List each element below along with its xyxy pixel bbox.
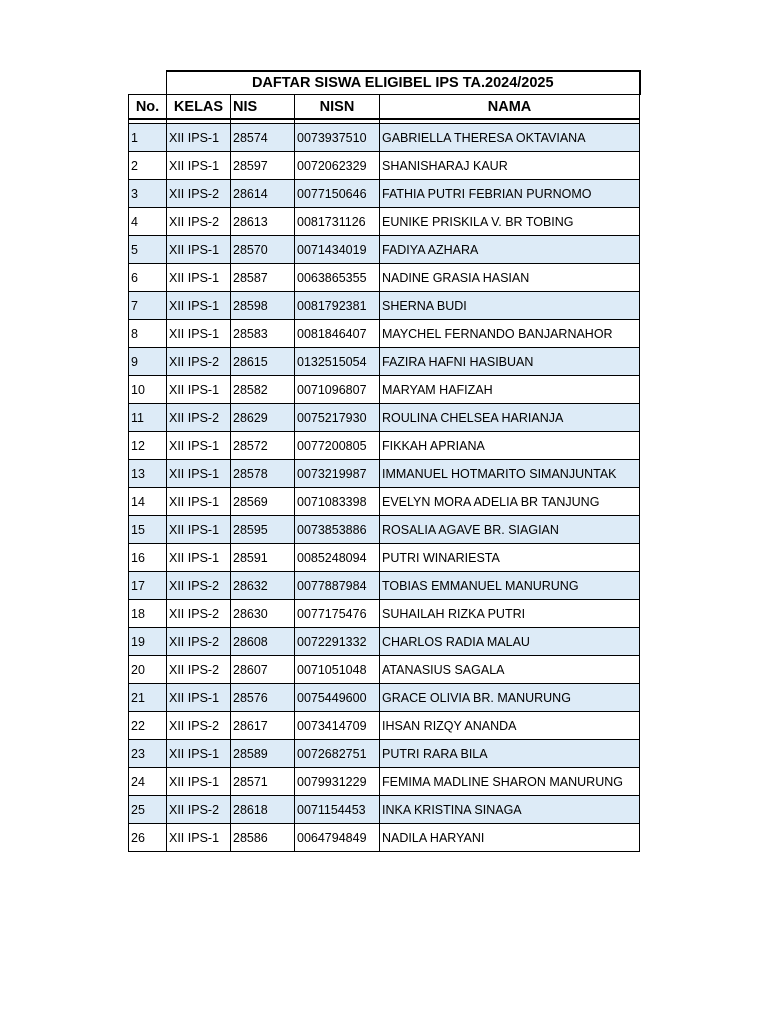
table-body [129,119,640,852]
cell-nama: SHERNA BUDI [380,292,640,320]
cell-no: 7 [129,292,167,320]
cell-nama: ROULINA CHELSEA HARIANJA [380,404,640,432]
cell-kelas: XII IPS-2 [167,796,231,824]
cell-nisn: 0132515054 [295,348,380,376]
cell-no: 15 [129,516,167,544]
cell-nis: 28615 [231,348,295,376]
cell-nama: FAZIRA HAFNI HASIBUAN [380,348,640,376]
cell-no: 1 [129,124,167,152]
student-table [128,70,641,852]
student-list-sheet [128,70,639,852]
header-row [129,95,640,120]
cell-nama: GABRIELLA THERESA OKTAVIANA [380,124,640,152]
table-row [129,768,640,796]
cell-nis: 28572 [231,432,295,460]
cell-kelas: XII IPS-1 [167,292,231,320]
cell-kelas: XII IPS-1 [167,124,231,152]
cell-nis: 28583 [231,320,295,348]
cell-no: 16 [129,544,167,572]
cell-no: 18 [129,600,167,628]
table-row [129,516,640,544]
cell-no: 4 [129,208,167,236]
cell-nisn: 0079931229 [295,768,380,796]
cell-nisn: 0077200805 [295,432,380,460]
table-row [129,236,640,264]
cell-nama: MAYCHEL FERNANDO BANJARNAHOR [380,320,640,348]
cell-nis: 28589 [231,740,295,768]
cell-no: 13 [129,460,167,488]
table-row [129,124,640,152]
cell-nama: FIKKAH APRIANA [380,432,640,460]
cell-kelas: XII IPS-2 [167,628,231,656]
header-nis: NIS [231,95,295,120]
cell-nis: 28576 [231,684,295,712]
cell-nisn: 0077887984 [295,572,380,600]
cell-nis: 28595 [231,516,295,544]
cell-no: 9 [129,348,167,376]
cell-nis: 28614 [231,180,295,208]
cell-nama: SUHAILAH RIZKA PUTRI [380,600,640,628]
cell-kelas: XII IPS-1 [167,236,231,264]
cell-nama: EUNIKE PRISKILA V. BR TOBING [380,208,640,236]
table-row [129,656,640,684]
cell-nisn: 0072291332 [295,628,380,656]
cell-no: 10 [129,376,167,404]
cell-nis: 28571 [231,768,295,796]
cell-no: 19 [129,628,167,656]
cell-no: 22 [129,712,167,740]
table-row [129,684,640,712]
cell-kelas: XII IPS-2 [167,404,231,432]
table-row [129,152,640,180]
cell-kelas: XII IPS-2 [167,572,231,600]
cell-nisn: 0071154453 [295,796,380,824]
cell-nisn: 0072062329 [295,152,380,180]
table-row [129,320,640,348]
cell-kelas: XII IPS-1 [167,152,231,180]
table-row [129,572,640,600]
cell-kelas: XII IPS-1 [167,264,231,292]
cell-nisn: 0075449600 [295,684,380,712]
table-title: DAFTAR SISWA ELIGIBEL IPS TA.2024/2025 [167,71,640,95]
table-row [129,488,640,516]
table-row [129,432,640,460]
cell-kelas: XII IPS-1 [167,544,231,572]
cell-nis: 28617 [231,712,295,740]
cell-nis: 28578 [231,460,295,488]
cell-nama: INKA KRISTINA SINAGA [380,796,640,824]
cell-kelas: XII IPS-2 [167,348,231,376]
cell-kelas: XII IPS-1 [167,684,231,712]
cell-kelas: XII IPS-2 [167,180,231,208]
cell-kelas: XII IPS-1 [167,376,231,404]
cell-nis: 28587 [231,264,295,292]
header-nisn: NISN [295,95,380,120]
cell-nama: GRACE OLIVIA BR. MANURUNG [380,684,640,712]
cell-nama: FADIYA AZHARA [380,236,640,264]
cell-no: 6 [129,264,167,292]
cell-nis: 28618 [231,796,295,824]
table-row [129,208,640,236]
cell-nis: 28613 [231,208,295,236]
cell-nisn: 0073414709 [295,712,380,740]
cell-nama: MARYAM HAFIZAH [380,376,640,404]
cell-nisn: 0064794849 [295,824,380,852]
cell-nis: 28629 [231,404,295,432]
cell-no: 17 [129,572,167,600]
cell-nis: 28632 [231,572,295,600]
cell-nis: 28607 [231,656,295,684]
table-row [129,180,640,208]
cell-kelas: XII IPS-1 [167,740,231,768]
cell-no: 2 [129,152,167,180]
cell-nama: CHARLOS RADIA MALAU [380,628,640,656]
cell-nis: 28630 [231,600,295,628]
table-row [129,292,640,320]
cell-nama: PUTRI RARA BILA [380,740,640,768]
cell-kelas: XII IPS-1 [167,460,231,488]
header-nama: NAMA [380,95,640,120]
cell-no: 14 [129,488,167,516]
cell-no: 12 [129,432,167,460]
cell-nama: FATHIA PUTRI FEBRIAN PURNOMO [380,180,640,208]
cell-nama: FEMIMA MADLINE SHARON MANURUNG [380,768,640,796]
cell-nisn: 0071096807 [295,376,380,404]
cell-nis: 28574 [231,124,295,152]
cell-kelas: XII IPS-1 [167,432,231,460]
table-row [129,628,640,656]
cell-nisn: 0081731126 [295,208,380,236]
cell-nis: 28591 [231,544,295,572]
cell-no: 5 [129,236,167,264]
cell-no: 26 [129,824,167,852]
cell-nama: ATANASIUS SAGALA [380,656,640,684]
cell-nama: TOBIAS EMMANUEL MANURUNG [380,572,640,600]
cell-nisn: 0077175476 [295,600,380,628]
cell-nama: IHSAN RIZQY ANANDA [380,712,640,740]
cell-nama: SHANISHARAJ KAUR [380,152,640,180]
cell-nis: 28586 [231,824,295,852]
title-blank-cell [129,71,167,95]
header-no: No. [129,95,167,120]
cell-nis: 28569 [231,488,295,516]
table-row [129,404,640,432]
cell-nisn: 0075217930 [295,404,380,432]
cell-kelas: XII IPS-2 [167,208,231,236]
cell-nisn: 0073219987 [295,460,380,488]
table-row [129,796,640,824]
cell-nisn: 0071434019 [295,236,380,264]
cell-kelas: XII IPS-1 [167,320,231,348]
cell-kelas: XII IPS-1 [167,488,231,516]
cell-nis: 28608 [231,628,295,656]
cell-nisn: 0071051048 [295,656,380,684]
table-row [129,740,640,768]
cell-nisn: 0077150646 [295,180,380,208]
table-row [129,712,640,740]
cell-nisn: 0071083398 [295,488,380,516]
cell-nisn: 0073853886 [295,516,380,544]
cell-nisn: 0085248094 [295,544,380,572]
cell-no: 3 [129,180,167,208]
cell-kelas: XII IPS-1 [167,824,231,852]
cell-nisn: 0072682751 [295,740,380,768]
cell-kelas: XII IPS-2 [167,600,231,628]
table-row [129,544,640,572]
cell-nis: 28582 [231,376,295,404]
cell-nisn: 0081846407 [295,320,380,348]
cell-no: 21 [129,684,167,712]
cell-kelas: XII IPS-2 [167,712,231,740]
table-row [129,376,640,404]
table-row [129,600,640,628]
cell-no: 11 [129,404,167,432]
table-row [129,460,640,488]
cell-kelas: XII IPS-2 [167,656,231,684]
table-row [129,824,640,852]
cell-no: 25 [129,796,167,824]
cell-nama: ROSALIA AGAVE BR. SIAGIAN [380,516,640,544]
cell-nisn: 0063865355 [295,264,380,292]
cell-nis: 28570 [231,236,295,264]
cell-nama: EVELYN MORA ADELIA BR TANJUNG [380,488,640,516]
cell-nis: 28597 [231,152,295,180]
cell-no: 8 [129,320,167,348]
cell-nama: IMMANUEL HOTMARITO SIMANJUNTAK [380,460,640,488]
cell-nis: 28598 [231,292,295,320]
table-row [129,264,640,292]
cell-nama: NADILA HARYANI [380,824,640,852]
cell-no: 23 [129,740,167,768]
table-row [129,348,640,376]
cell-nisn: 0073937510 [295,124,380,152]
title-row [129,71,640,95]
cell-nisn: 0081792381 [295,292,380,320]
cell-kelas: XII IPS-1 [167,768,231,796]
header-kelas: KELAS [167,95,231,120]
cell-nama: NADINE GRASIA HASIAN [380,264,640,292]
cell-no: 20 [129,656,167,684]
cell-nama: PUTRI WINARIESTA [380,544,640,572]
cell-no: 24 [129,768,167,796]
cell-kelas: XII IPS-1 [167,516,231,544]
